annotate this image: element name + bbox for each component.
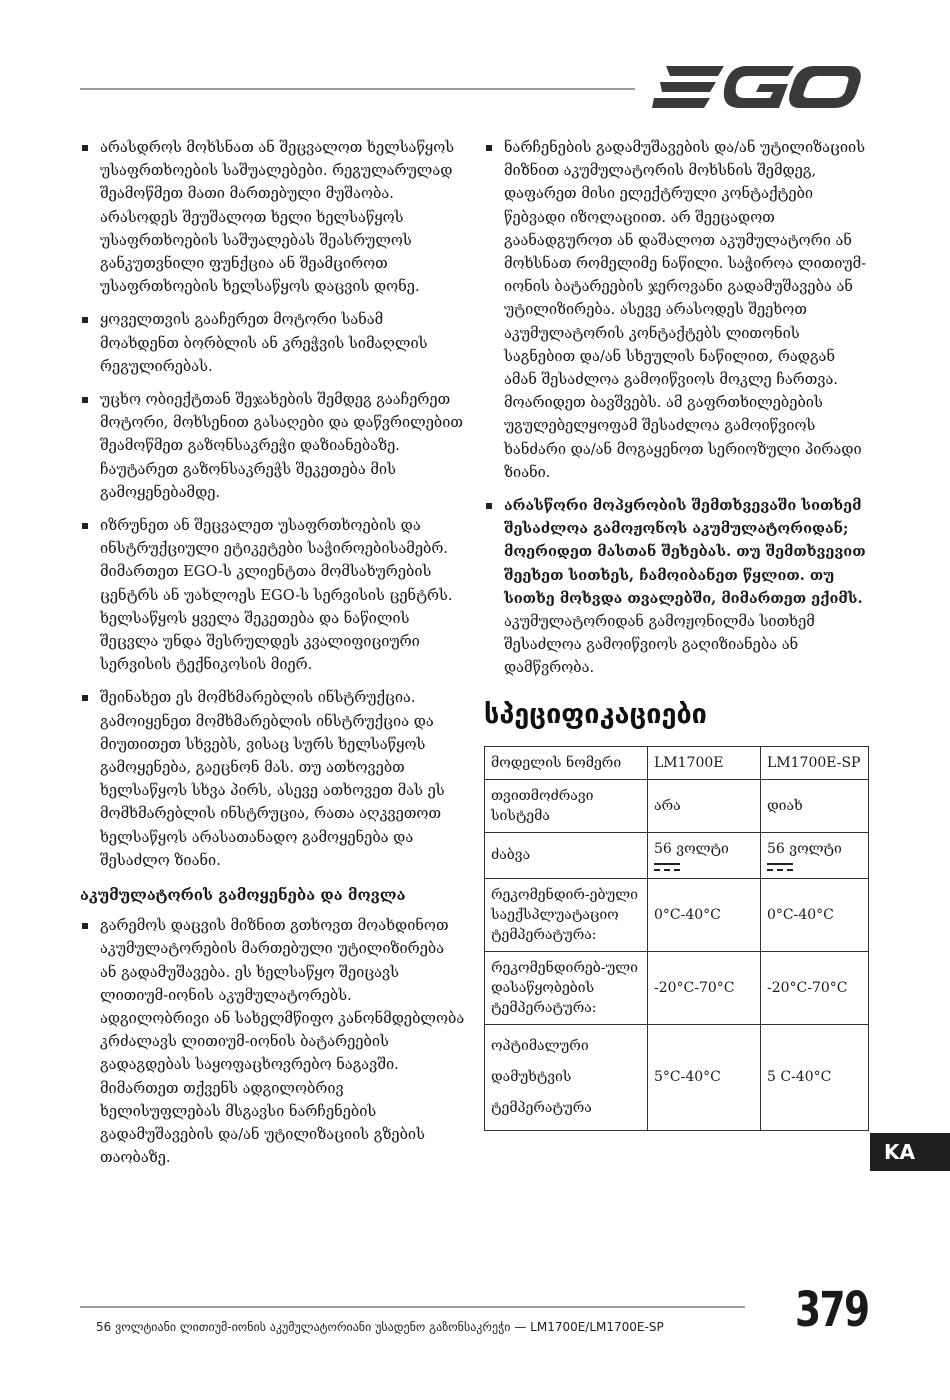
- table-row: [485, 878, 869, 951]
- table-cell: -20°C-70°C: [761, 951, 869, 1024]
- language-tab: KA: [870, 1133, 950, 1171]
- table-row: [485, 951, 869, 1024]
- safety-bullet-list: [80, 136, 465, 872]
- warning-bold-text: არასწორი მოპყრობის შემთხვევაში სითხემ შესაძლოა გამოჟონოს აკუმულატორიდან; მოერიდეთ მასთან შეხებას. თუ შემთხვევით შეეხეთ სითხეს, ჩამოიბანეთ წყლით. თუ სითხე მოხვდა თვალებში, მიმართეთ ექიმს.: [504, 497, 866, 607]
- table-row: [485, 832, 869, 878]
- ego-logo: [652, 62, 862, 112]
- list-item: გარემოს დაცვის მიზნით გთხოვთ მოახდინოთ აკუმულატორების მართებული უტილიზირება ან გადამუშავება. ეს ხელსაწყო შეიცავს ლითიუმ-იონის აკუმულატორებს. ადგილობრივი ან სახელმწიფო კანონმდებლობა კრძალავს ლითიუმ-იონის ბატარეების გადაგდებას საყოფაცხოვრებო ნაგავში. მიმართეთ თქვენს ადგილობრივ ხელისუფლებას მსგავსი ნარჩენების გადამუშავების და/ან უტილიზაციის გზების თაობაზე.: [80, 914, 465, 1169]
- table-cell: [761, 832, 869, 878]
- table-cell: რეკომენდირებ-ული დასაწყობების ტემპერატურა:: [485, 951, 648, 1024]
- table-cell: -20°C-70°C: [648, 951, 761, 1024]
- table-cell: რეკომენდირ-ებული საექსპლუატაციო ტემპერატურა:: [485, 878, 648, 951]
- battery-section-heading: აკუმულატორის გამოყენება და მოვლა: [80, 886, 406, 905]
- table-cell: მოდელის ნომერი: [485, 746, 648, 779]
- list-item: ყოველთვის გააჩერეთ მოტორი სანამ მოახდენთ ბორბლის ან კრეჭვის სიმაღლის რეგულირებას.: [80, 308, 465, 378]
- list-item: [484, 494, 869, 680]
- list-item: იზრუნეთ ან შეცვალეთ უსაფრთხოების და ინსტრუქციული ეტიკეტები საჭიროებისამებრ. მიმართეთ EGO-ს კლიენტთა მომსახურების ცენტრს ან უახლოეს EGO-ს სერვისის ცენტრს. ხელსაწყოს ყველა შეკეთება და ნაწილის შეცვლა უნდა შესრულდეს კვალიფიციური სერვისის ტექნიკოსის მიერ.: [80, 514, 465, 676]
- table-cell: LM1700E: [648, 746, 761, 779]
- specifications-table: [484, 746, 869, 1131]
- table-cell: დიახ: [761, 779, 869, 832]
- battery-bullet-list: [80, 914, 465, 1169]
- specifications-heading: სპეციფიკაციები: [484, 698, 707, 730]
- list-item: შეინახეთ ეს მომხმარებლის ინსტრუქცია. გამოიყენეთ მომხმარებლის ინსტრუქცია და მიუთითეთ სხვებს, ვისაც სურს ხელსაწყოს გამოყენება, გაეცნონ მას. თუ ათხოვებთ ხელსაწყოს სხვა პირს, ასევე ათხოვეთ მას ეს მომხმარებლის ინსტრუცია, რათა აღკვეთოთ ხელსაწყოს არასათანადო გამოყენება და შესაძლო ზიანი.: [80, 686, 465, 872]
- left-column: [80, 136, 465, 1179]
- table-cell: LM1700E-SP: [761, 746, 869, 779]
- page-number: 379: [795, 1282, 869, 1338]
- footer-rule: [80, 1306, 745, 1308]
- dc-symbol-icon: [767, 862, 793, 872]
- warning-normal-text: აკუმულატორიდან გამოჟონილმა სითხემ შესაძლოა გამოიწვიოს გაღიზიანება ან დამწვრობა.: [504, 613, 815, 677]
- table-cell: 0°C-40°C: [761, 878, 869, 951]
- list-item: უცხო ობიექტთან შეჯახების შემდეგ გააჩერეთ მოტორი, მოხსენით გასაღები და დაწვრილებით შეამოწმეთ გაზონსაკრეჭი დაზიანებაზე. ჩაუტარეთ გაზონსაკრეჭს შეკეთება მის გამოყენებამდე.: [80, 388, 465, 504]
- list-item: არასდროს მოხსნათ ან შეცვალოთ ხელსაწყოს უსაფრთხოების საშუალებები. რეგულარულად შეამოწმეთ მათი მართებული მუშაობა. არასოდეს შეუშალოთ ხელი ხელსაწყოს უსაფრთხოების საშუალებას შეასრულოს განკუთვნილი ფუნქცია ან შეამციროთ უსაფრთხოების ხელსაწყოს დაცვის დონე.: [80, 136, 465, 298]
- table-cell: არა: [648, 779, 761, 832]
- table-cell: 5°C-40°C: [648, 1024, 761, 1130]
- table-cell: ძაბვა: [485, 832, 648, 878]
- footer-title: 56 ვოლტიანი ლითიუმ-იონის აკუმულატორიანი უსადენო გაზონსაკრეჭი — LM1700E/LM1700E-SP: [96, 1320, 664, 1334]
- battery-bullet-list-continued: [484, 136, 869, 680]
- list-item: ნარჩენების გადამუშავების და/ან უტილიზაციის მიზნით აკუმულატორის მოხსნის შემდეგ, დაფარეთ მისი ელექტრული კონტაქტები წებვადი იზოლაციით. არ შეეცადოთ გაანადგუროთ ან დაშალოთ აკუმულატორი ან მოხსნათ რომელიმე ნაწილი. საჭიროა ლითიუმ-იონის ბატარეების ჯეროვანი გადამუშავება ან უტილიზირება. ასევე არასოდეს შეეხოთ აკუმულატორის კონტაქტებს ლითონის საგნებით და/ან სხეულის ნაწილით, რადგან ამან შესაძლოა გამოიწვიოს მოკლე ჩართვა. მოარიდეთ ბავშვებს. ამ გაფრთხილებების უგულებელყოფამ შესაძლოა გამოიწვიოს ხანძარი და/ან მოგაყენოთ სერიოზული პირადი ზიანი.: [484, 136, 869, 484]
- right-column: [484, 136, 869, 1131]
- table-row: [485, 746, 869, 779]
- table-row: [485, 779, 869, 832]
- table-cell: ოპტიმალური დამუხტვის ტემპერატურა: [485, 1024, 648, 1130]
- table-cell: 0°C-40°C: [648, 878, 761, 951]
- header-rule: [80, 88, 635, 90]
- voltage-value: 56 ვოლტი: [767, 840, 842, 857]
- table-cell: [648, 832, 761, 878]
- table-cell: თვითმოძრავი სისტემა: [485, 779, 648, 832]
- dc-symbol-icon: [654, 862, 680, 872]
- table-row: [485, 1024, 869, 1130]
- voltage-value: 56 ვოლტი: [654, 840, 729, 857]
- table-cell: 5 C-40°C: [761, 1024, 869, 1130]
